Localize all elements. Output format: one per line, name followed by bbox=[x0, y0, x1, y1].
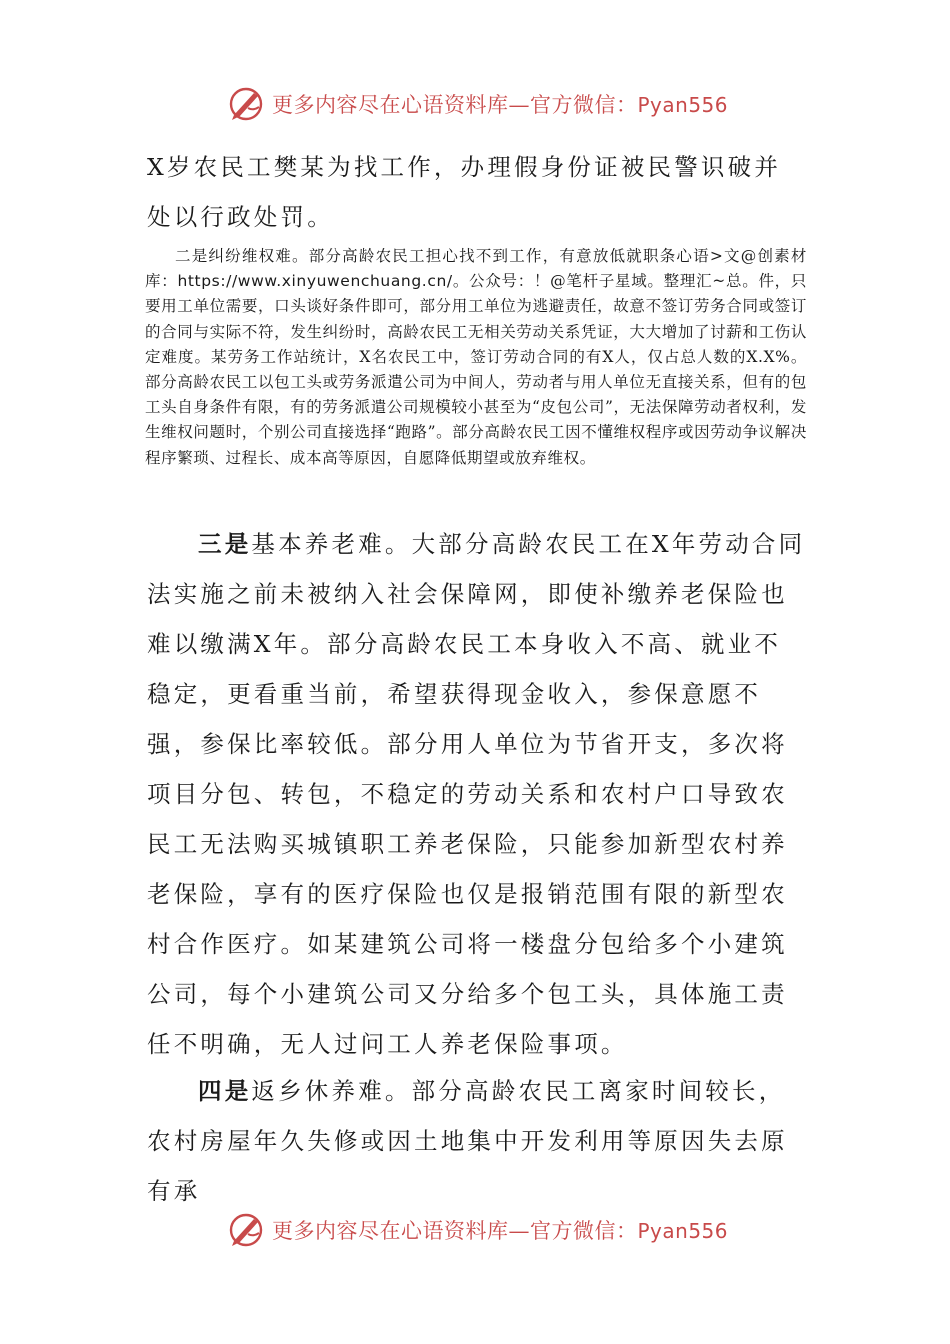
source-url: https://www.xinyuwenchuang.cn/ bbox=[177, 272, 453, 291]
paragraph-4 bbox=[147, 1066, 807, 1216]
wechat-id: Pyan556 bbox=[637, 93, 729, 117]
banner-label: 更多内容尽在心语资料库—官方微信： bbox=[272, 93, 638, 117]
paragraph-2-rest: 。公众号：！@笔杆子星域。整理汇~总。件，只要用工单位需要，口头谈好条件即可，部分用工单位为逃避责任，故意不签订劳务合同或签订的合同与实际不符，发生纠纷时，高龄农民工无相关劳动关系凭证，大大增加了讨薪和工伤认定难度。某劳务工作站统计，X名农民工中，签订劳动合同的有X人，仅占总人数的X.X%。部分高龄农民工以包工头或劳务派遣公司为中间人，劳动者与用人单位无直接关系，但有的包工头自身条件有限，有的劳务派遣公司规模较小甚至为“皮包公司”，无法保障劳动者权利，发生维权问题时，个别公司直接选择“跑路”。部分高龄农民工因不懂维权程序或因劳动争议解决程序繁琐、过程长、成本高等原因，自愿降低期望或放弃维权。 bbox=[145, 272, 807, 467]
banner-text bbox=[272, 89, 728, 119]
banner-label: 更多内容尽在心语资料库—官方微信： bbox=[272, 1219, 638, 1243]
paragraph-3-text: 基本养老难。大部分高龄农民工在X年劳动合同法实施之前未被纳入社会保障网，即使补缴养老保险也难以缴满X年。部分高龄农民工本身收入不高、就业不稳定，更看重当前，希望获得现金收入，参保意愿不强，参保比率较低。部分用人单位为节省开支，多次将项目分包、转包，不稳定的劳动关系和农村户口导致农民工无法购买城镇职工养老保险，只能参加新型农村养老保险，享有的医疗保险也仅是报销范围有限的新型农村合作医疗。如某建筑公司将一楼盘分包给多个小建筑公司，每个小建筑公司又分给多个包工头，具体施工责任不明确，无人过问工人养老保险事项。 bbox=[147, 530, 806, 1058]
paragraph-4-lead: 四是 bbox=[198, 1077, 252, 1105]
paragraph-2-text: 二是纠纷维权难。部分高龄农民工担心找不到工作，有意放低就职条心语>文@创素材库： bbox=[145, 247, 807, 291]
pen-logo-icon bbox=[226, 1210, 266, 1250]
paragraph-1: X岁农民工樊某为找工作，办理假身份证被民警识破并处以行政处罚。 bbox=[147, 153, 782, 231]
footer-banner bbox=[226, 1208, 746, 1252]
header-banner bbox=[226, 82, 746, 126]
paragraph-3-lead: 三是 bbox=[198, 530, 252, 558]
pen-logo-icon bbox=[226, 84, 266, 124]
paragraph-2 bbox=[145, 244, 807, 471]
banner-text bbox=[272, 1215, 728, 1245]
paragraph-4-text: 返乡休养难。部分高龄农民工离家时间较长，农村房屋年久失修或因土地集中开发利用等原因失去原有承 bbox=[147, 1077, 788, 1205]
paragraph-3 bbox=[147, 519, 807, 1069]
wechat-id: Pyan556 bbox=[637, 1219, 729, 1243]
